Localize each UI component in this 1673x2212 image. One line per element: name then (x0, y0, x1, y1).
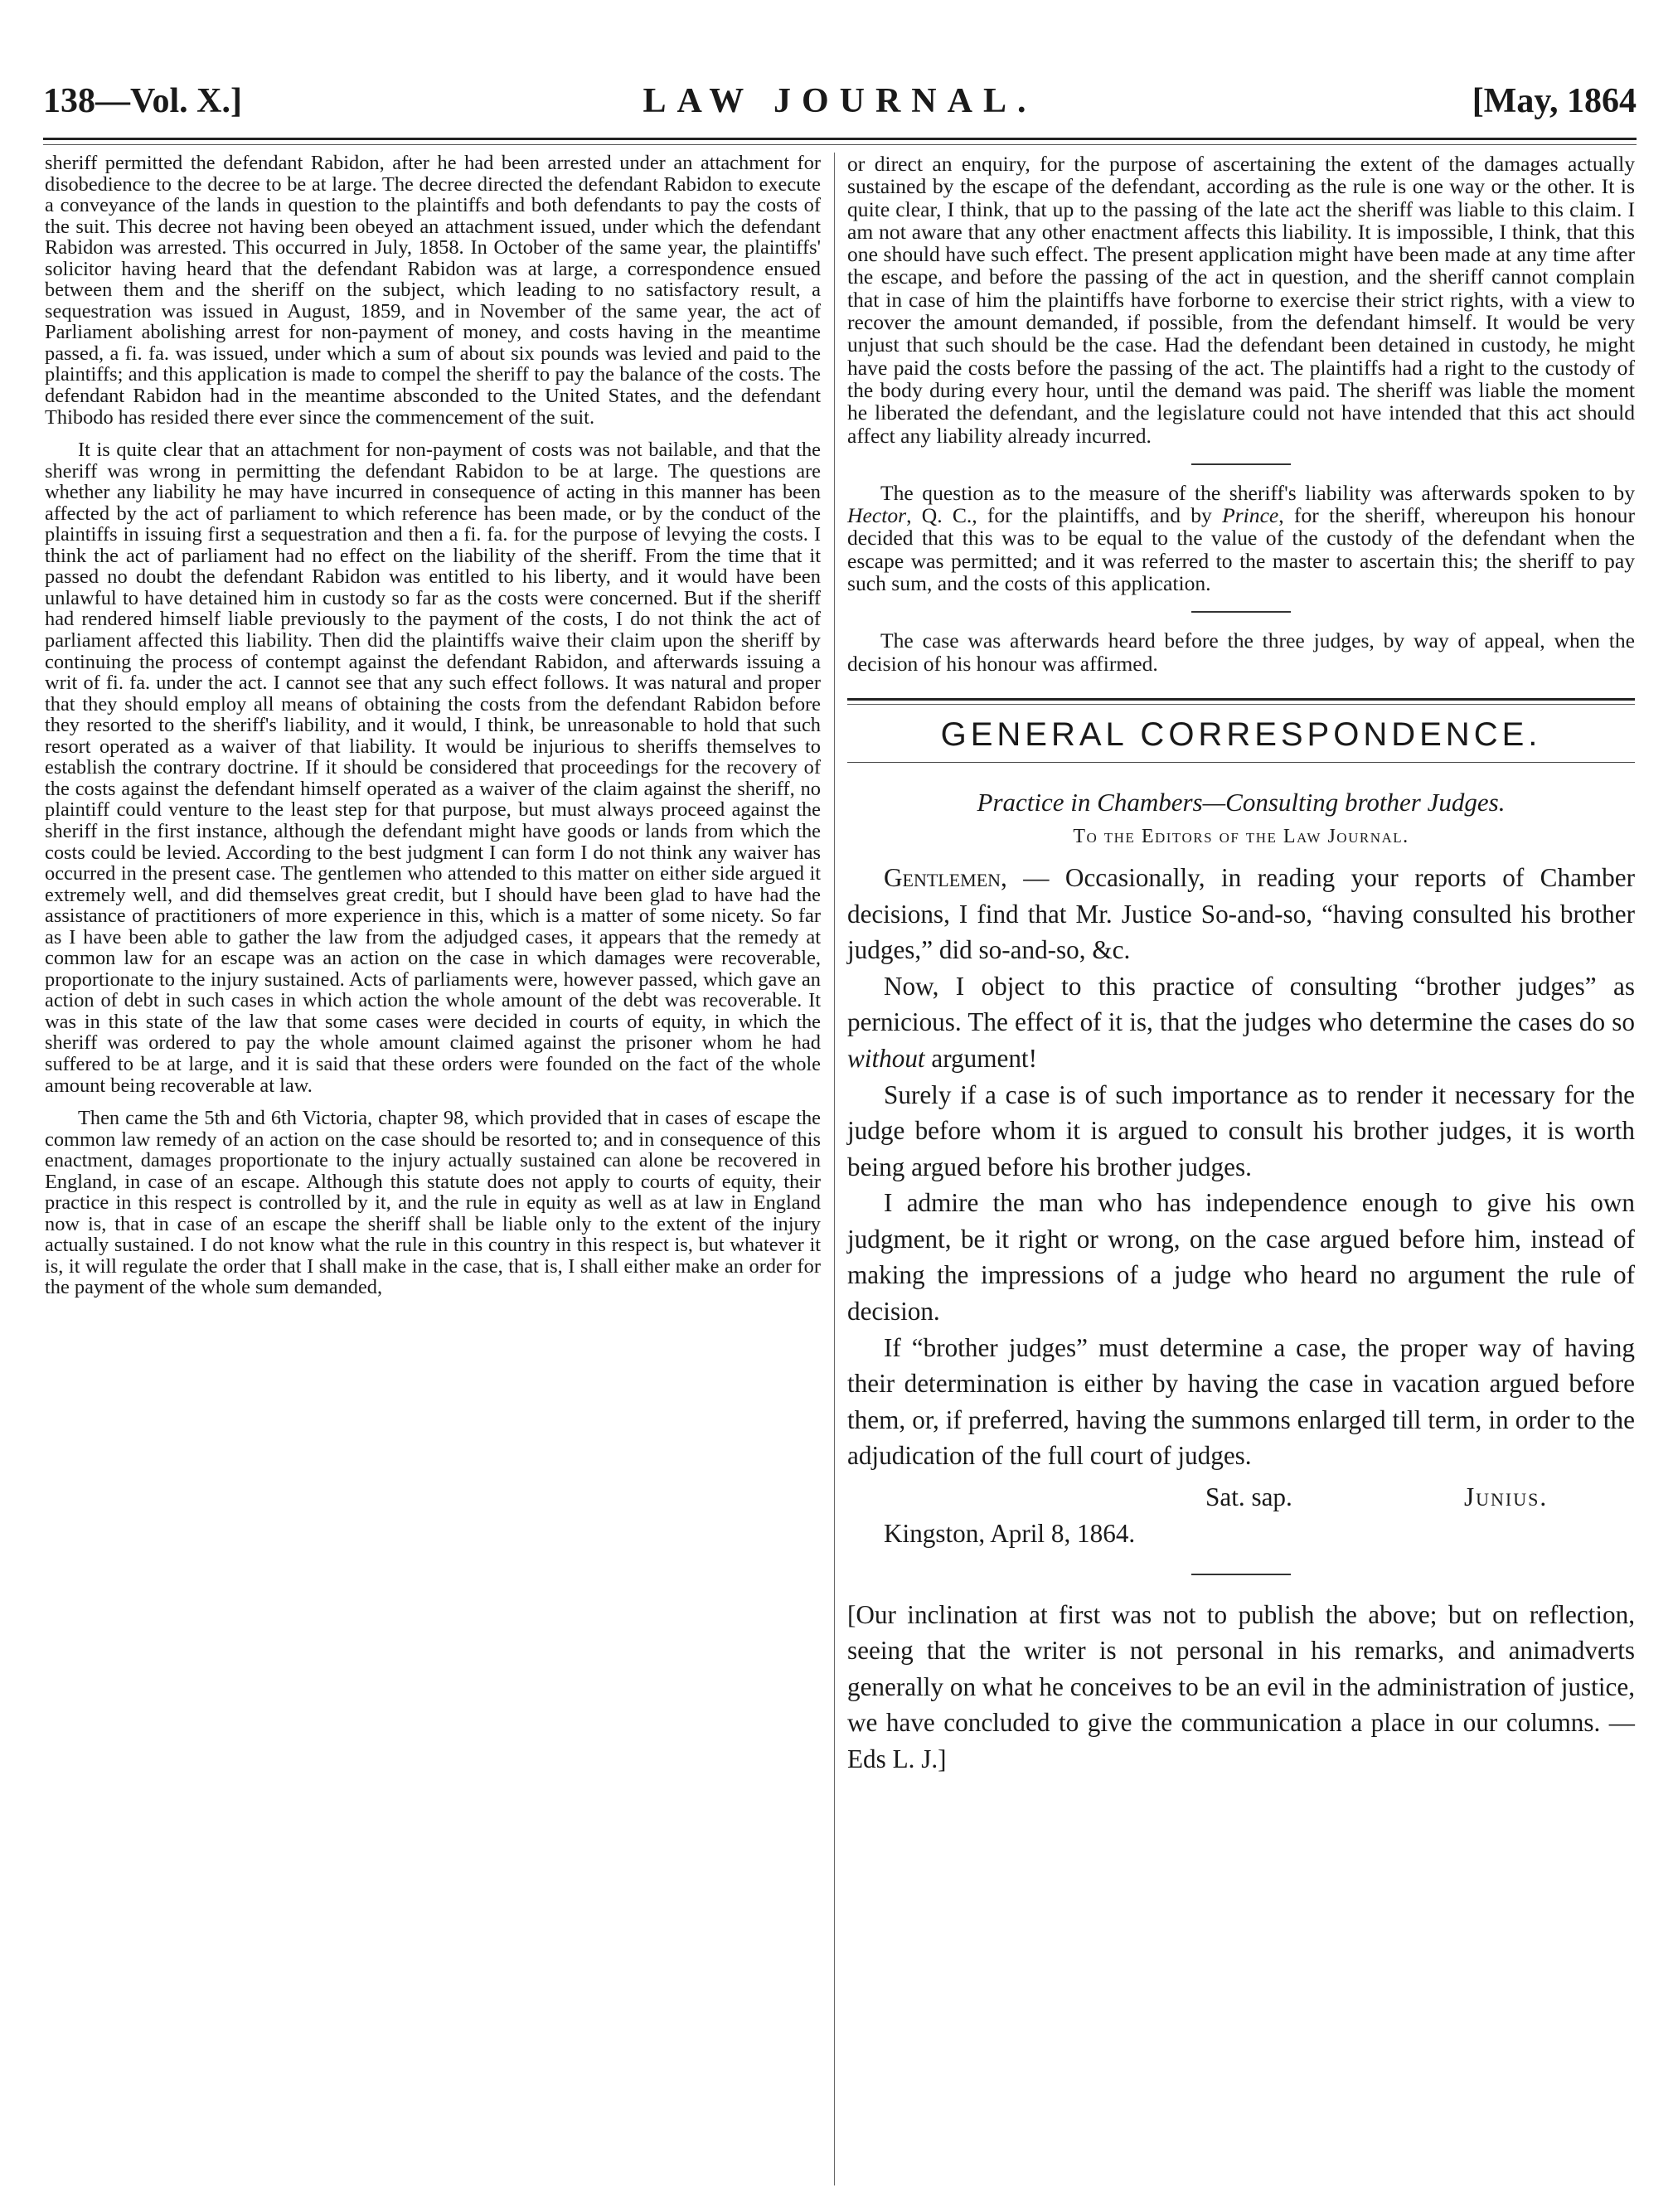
paragraph: Now, I object to this practice of consulting “brother judges” as pernicious. The effect of it is, that the judges who determine the cases do so without argument! (847, 971, 1635, 1073)
short-rule (1191, 611, 1291, 613)
paragraph: or direct an enquiry, for the purpose of ascertaining the extent of the damages actually sustained by the escape of the defendant, according as the rule is one way or the other. It is quite clear, I think, that up to the passing of the late act the sheriff was liable to this claim. I am not aware that any other enactment affects this liability. It is impossible, I think, that this one should have such effect. The present application might have been made at any time after the escape, and before the passing of the act in question, and the sheriff cannot complain that in case of him the plaintiffs have forborne to exercise their strict rights, with a view to recover the amount demanded, if possible, from the defendant himself. It would be very unjust that such should be the case. Had the defendant been detained in custody, he might have paid the costs before the passing of the act. The plaintiffs had a right to the custody of the body during every hour, until the demand was paid. The sheriff was liable the moment he liberated the defendant, and the legislature could not have intended that this act should affect any liability already incurred. (847, 152, 1635, 448)
paragraph: I admire the man who has independence enough to give his own judgment, be it right or wrong, on the case argued before him, instead of making the impressions of a judge who heard no argument the rule of decision. (847, 1188, 1635, 1327)
paragraph: sheriff permitted the defendant Rabidon, after he had been arrested under an attachment for disobedience to the decree to be at large. The decree directed the defendant Rabidon to execute a conveyance of the lands in question to the plaintiffs and both defendants to pay the costs of the suit. This decree not having been obeyed an attachment issued, under which the defendant Rabidon was arrested. This occurred in July, 1858. In October of the same year, the plaintiffs' solicitor having heard that the defendant Rabidon was at large, a correspondence ensued between them and the sheriff on the subject, which leading to no satisfactory result, a sequestration was issued in August, 1859, and in November of the same year, the act of Parliament abolishing arrest for non-payment of money, and costs having in the meantime passed, a fi. fa. was issued, under which a sum of about six pounds was levied and paid to the plaintiffs; and this application is made to compel the sheriff to pay the balance of the costs. The defendant Rabidon had in the meantime absconded to the United States, and the defendant Thibodo has resided there ever since the commencement of the suit. (45, 152, 821, 429)
paragraph: Then came the 5th and 6th Victoria, chapter 98, which provided that in cases of escape the common law remedy of an action on the case should be resorted to; and in consequence of this enactment, damages proportionate to the injury actually sustained can alone be recovered in England, in case of an escape. Although this statute does not apply to courts of equity, their practice in this respect is controlled by it, and the rule in equity as well as at law in England now is, that in case of an escape the sheriff shall be liable only to the extent of the injury actually sustained. I do not know what the rule in this country in this respect is, but whatever it is, it will regulate the order that I shall make in the case, that is, I shall either make an order for the payment of the whole sum demanded, (45, 1107, 821, 1299)
signature-motto: Sat. sap. (1205, 1482, 1292, 1512)
paragraph: Surely if a case is of such importance as to render it necessary for the judge before whom it is argued to consult his brother judges, it is worth being argued before his brother judges. (847, 1079, 1635, 1181)
left-column (45, 153, 821, 1298)
short-rule (1191, 1574, 1291, 1575)
right-column (847, 153, 1635, 1778)
paragraph: It is quite clear that an attachment for non-payment of costs was not bailable, and that the sheriff was wrong in permitting the defendant Rabidon to be at large. The questions are whether any liability he may have incurred in consequence of acting in this manner has been affected by the act of parliament to which reference has been made, or by the conduct of the plaintiffs in issuing first a sequestration and then a fi. fa. for the purpose of levying the costs. I think the act of parliament had no effect on the liability of the sheriff. From the time that it passed no doubt the defendant Rabidon was entitled to his liberty, and it would have been unlawful to have detained him in custody so far as the costs were concerned. But if the sheriff had rendered himself liable previously to the payment of the costs, I do not think the act of parliament affected this liability. Then did the plaintiffs waive their claim upon the sheriff by continuing the process of contempt against the defendant Rabidon, and afterwards issuing a writ of fi. fa. under the act. I cannot see that any such effect follows. It was natural and proper that they should employ all means of obtaining the costs from the defendant Rabidon before they resorted to the sheriff's liability, and it would, I think, be unreasonable to hold that such resort operated as a waiver of that liability. It would be injurious to sheriffs themselves to establish the contrary doctrine. If it should be considered that proceedings for the recovery of the costs against the defendant himself operated as a waiver of the claim against the sheriff, no plaintiff could venture to the least step for that purpose, but must always proceed against the sheriff in the first instance, although the defendant might have goods or lands from which the costs could be levied. According to the best judgment I can form I do not think any waiver has occurred in the present case. The gentlemen who attended to this matter on either side argued it extremely well, and did themselves great credit, but I should have been glad to have had the assistance of practitioners of more experience in this, which is a matter of some nicety. So far as I have been able to gather the law from the adjudged cases, it appears that the remedy at common law for an escape was an action on the case in which damages were recoverable, proportionate to the injury sustained. Acts of parliaments were, however passed, which gave an action of debt in such cases in which action the whole amount of the debt was recoverable. It was in this state of the law that some cases were decided in courts of equity, in which the sheriff was ordered to pay the whole amount claimed against the prisoner whom he had suffered to be at large, and it is said that these orders were founded on the fact of the whole amount being recoverable at law. (45, 439, 821, 1097)
issue-date: [May, 1864 (1472, 82, 1637, 120)
journal-title: LAW JOURNAL. (643, 82, 1037, 120)
section-title: GENERAL CORRESPONDENCE. (940, 716, 1542, 753)
paragraph: The question as to the measure of the sheriff's liability was afterwards spoken to by Hector, Q. C., for the plaintiffs, and by Prince, for the sheriff, whereupon his honour decided that this was to be equal to the value of the custody of the defendant when the escape was permitted; and it was referred to the master to ascertain this; the sheriff to pay such sum, and the costs of this application. (847, 480, 1635, 596)
column-divider (834, 153, 835, 2185)
salutation: Gentlemen, (884, 862, 1007, 892)
signature-line (847, 1479, 1635, 1516)
header-rule (43, 138, 1637, 140)
editor-note: [Our inclination at first was not to publish the above; but on reflection, seeing that the writer is not personal in his remarks, and animadverts generally on what he conceives to be an evil in the administration of justice, we have concluded to give the communication a place in our columns. — Eds L. J.] (847, 1599, 1635, 1773)
header-rule-thin (43, 144, 1637, 145)
section-title-rule (847, 762, 1635, 763)
page-volume: 138—Vol. X.] (43, 82, 242, 120)
counsel-name: Hector (847, 503, 907, 528)
paragraph: The case was afterwards heard before the three judges, by way of appeal, when the decision of his honour was affirmed. (847, 628, 1635, 676)
paragraph: Gentlemen, — Occasionally, in reading your reports of Chamber decisions, I find that Mr. Justice So-and-so, “having consulted his brother judges,” did so-and-so, &c. (847, 862, 1635, 965)
paragraph: If “brother judges” must determine a case, the proper way of having their determination is either by having the case in vacation argued before them, or, if preferred, having the summons enlarged till term, in order to the adjudication of the full court of judges. (847, 1332, 1635, 1471)
section-rule (847, 698, 1635, 705)
signature-name: Junius. (1464, 1482, 1549, 1512)
letter-subtitle: Practice in Chambers—Consulting brother Judges. (977, 787, 1506, 817)
counsel-name: Prince (1222, 503, 1279, 528)
letter-body (847, 860, 1635, 1778)
letter-address: To the Editors of the Law Journal. (1073, 825, 1409, 847)
dateline: Kingston, April 8, 1864. (884, 1519, 1136, 1549)
running-header (43, 81, 1637, 134)
short-rule (1191, 463, 1291, 465)
